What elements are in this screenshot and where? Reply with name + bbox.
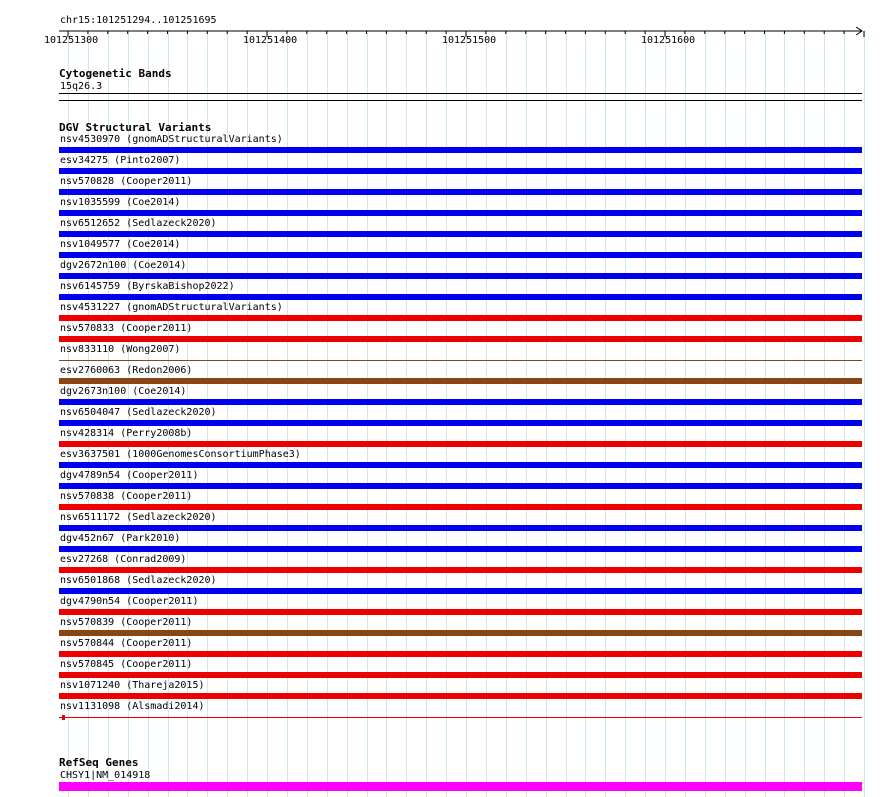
variant-feature-bar[interactable] [59, 231, 862, 237]
variant-label[interactable]: esv34275 (Pinto2007) [60, 155, 181, 166]
variant-feature-bar[interactable] [59, 273, 862, 279]
grid-line [864, 30, 865, 797]
variant-feature-bar[interactable] [59, 483, 862, 489]
variant-feature-bar[interactable] [59, 189, 862, 195]
variant-start-marker[interactable] [62, 715, 65, 720]
cytoband-label[interactable]: 15q26.3 [60, 81, 103, 92]
grid-line [784, 30, 785, 797]
variant-label[interactable]: nsv570838 (Cooper2011) [60, 491, 193, 502]
variant-label[interactable]: nsv833110 (Wong2007) [60, 344, 181, 355]
grid-line [824, 30, 825, 797]
grid-line [287, 30, 288, 797]
grid-line [765, 30, 766, 797]
variant-label[interactable]: nsv1131098 (Alsmadi2014) [60, 701, 205, 712]
variant-label[interactable]: nsv570833 (Cooper2011) [60, 323, 193, 334]
gene-feature-bar[interactable] [59, 782, 862, 791]
dgv-track-title: DGV Structural Variants [59, 121, 212, 134]
grid-line [745, 30, 746, 797]
variant-feature-bar[interactable] [59, 588, 862, 594]
grid-line [406, 30, 407, 797]
variant-feature-bar[interactable] [59, 210, 862, 216]
variant-feature-bar[interactable] [59, 441, 862, 447]
variant-label[interactable]: esv3637501 (1000GenomesConsortiumPhase3) [60, 449, 301, 460]
variant-label[interactable]: esv2760063 (Redon2006) [60, 365, 193, 376]
grid-line [466, 30, 467, 797]
variant-label[interactable]: dgv2672n100 (Coe2014) [60, 260, 187, 271]
variant-label[interactable]: esv27268 (Conrad2009) [60, 554, 187, 565]
grid-line [705, 30, 706, 797]
variant-label[interactable]: nsv570828 (Cooper2011) [60, 176, 193, 187]
variant-label[interactable]: dgv4789n54 (Cooper2011) [60, 470, 199, 481]
grid-line [546, 30, 547, 797]
variant-label[interactable]: nsv1049577 (Coe2014) [60, 239, 181, 250]
variant-feature-bar[interactable] [59, 504, 862, 510]
variant-feature-bar[interactable] [59, 294, 862, 300]
variant-label[interactable]: nsv570839 (Cooper2011) [60, 617, 193, 628]
variant-label[interactable]: dgv4790n54 (Cooper2011) [60, 596, 199, 607]
variant-feature-bar[interactable] [59, 360, 862, 361]
variant-feature-bar[interactable] [59, 462, 862, 468]
cytoband-band[interactable] [59, 93, 862, 94]
grid-line [645, 30, 646, 797]
region-label: chr15:101251294..101251695 [60, 15, 217, 26]
grid-line [506, 30, 507, 797]
variant-feature-bar[interactable] [59, 378, 862, 384]
variant-feature-bar[interactable] [59, 315, 862, 321]
variant-feature-bar[interactable] [59, 168, 862, 174]
grid-line [486, 30, 487, 797]
ruler-tick-label: 101251300 [44, 35, 99, 46]
grid-line [605, 30, 606, 797]
variant-label[interactable]: nsv4530970 (gnomADStructuralVariants) [60, 134, 283, 145]
variant-feature-bar[interactable] [59, 672, 862, 678]
variant-feature-bar[interactable] [59, 693, 862, 699]
grid-line [526, 30, 527, 797]
variant-label[interactable]: nsv570845 (Cooper2011) [60, 659, 193, 670]
grid-line [367, 30, 368, 797]
variant-label[interactable]: nsv6145759 (ByrskaBishop2022) [60, 281, 235, 292]
variant-label[interactable]: nsv4531227 (gnomADStructuralVariants) [60, 302, 283, 313]
grid-line [804, 30, 805, 797]
variant-label[interactable]: nsv1071240 (Thareja2015) [60, 680, 205, 691]
variant-feature-bar[interactable] [59, 336, 862, 342]
refseq-track-title: RefSeq Genes [59, 756, 139, 769]
grid-line [347, 30, 348, 797]
variant-label[interactable]: nsv6501868 (Sedlazeck2020) [60, 575, 217, 586]
grid-line [227, 30, 228, 797]
grid-line [446, 30, 447, 797]
variant-label[interactable]: nsv6504047 (Sedlazeck2020) [60, 407, 217, 418]
variant-feature-bar[interactable] [59, 420, 862, 426]
variant-feature-bar[interactable] [59, 567, 862, 573]
ruler-tick-label: 101251600 [641, 35, 696, 46]
variant-feature-bar[interactable] [59, 525, 862, 531]
grid-line [247, 30, 248, 797]
grid-line [625, 30, 626, 797]
gene-label[interactable]: CHSY1|NM_014918 [60, 770, 151, 781]
variant-feature-bar[interactable] [59, 546, 862, 552]
grid-line [685, 30, 686, 797]
variant-feature-bar[interactable] [59, 399, 862, 405]
variant-feature-bar[interactable] [59, 609, 862, 615]
grid-line [327, 30, 328, 797]
variant-label[interactable]: dgv452n67 (Park2010) [60, 533, 181, 544]
variant-label[interactable]: nsv428314 (Perry2008b) [60, 428, 193, 439]
variant-feature-bar[interactable] [59, 651, 862, 657]
grid-line [386, 30, 387, 797]
ruler-tick-label: 101251400 [243, 35, 298, 46]
cytoband-track-title: Cytogenetic Bands [59, 67, 172, 80]
ruler-tick-label: 101251500 [442, 35, 497, 46]
variant-label[interactable]: nsv6512652 (Sedlazeck2020) [60, 218, 217, 229]
grid-line [725, 30, 726, 797]
variant-feature-bar[interactable] [59, 717, 862, 718]
track-divider [59, 100, 862, 101]
grid-line [665, 30, 666, 797]
grid-line [267, 30, 268, 797]
grid-line [426, 30, 427, 797]
variant-label[interactable]: dgv2673n100 (Coe2014) [60, 386, 187, 397]
grid-line [585, 30, 586, 797]
variant-feature-bar[interactable] [59, 252, 862, 258]
grid-line [844, 30, 845, 797]
variant-label[interactable]: nsv1035599 (Coe2014) [60, 197, 181, 208]
variant-label[interactable]: nsv570844 (Cooper2011) [60, 638, 193, 649]
variant-label[interactable]: nsv6511172 (Sedlazeck2020) [60, 512, 217, 523]
grid-line [307, 30, 308, 797]
grid-line [566, 30, 567, 797]
variant-feature-bar[interactable] [59, 147, 862, 153]
variant-feature-bar[interactable] [59, 630, 862, 636]
